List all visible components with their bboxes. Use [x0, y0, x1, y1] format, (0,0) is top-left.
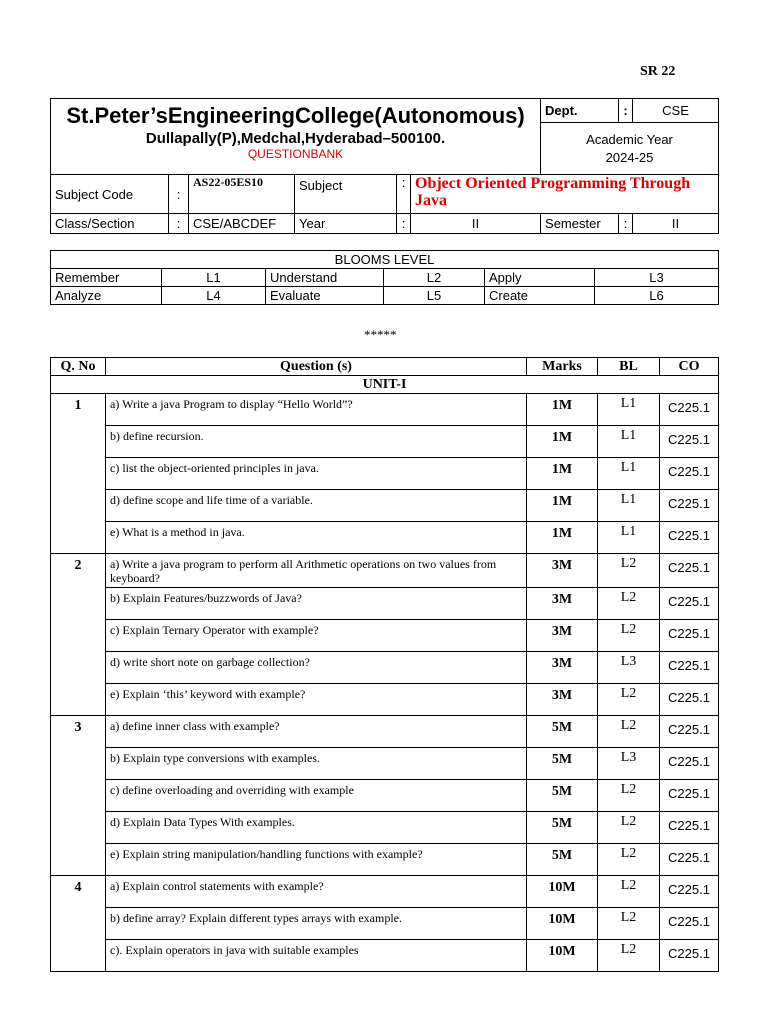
question-co: C225.1	[660, 716, 719, 748]
question-marks: 10M	[527, 940, 598, 972]
question-row	[51, 522, 719, 554]
subject-code-value: AS22-05ES10	[189, 175, 295, 214]
question-marks: 5M	[527, 748, 598, 780]
question-marks: 10M	[527, 908, 598, 940]
question-number: 2	[51, 554, 106, 716]
question-co: C225.1	[660, 940, 719, 972]
question-co: C225.1	[660, 844, 719, 876]
colon: :	[619, 214, 633, 234]
question-number: 1	[51, 394, 106, 554]
blooms-level-code: L6	[595, 287, 719, 305]
academic-year-value: 2024-25	[605, 149, 654, 165]
question-co: C225.1	[660, 394, 719, 426]
question-text: d) write short note on garbage collection?	[106, 652, 527, 684]
semester-label: Semester	[541, 214, 619, 234]
question-marks: 1M	[527, 490, 598, 522]
colon: :	[397, 175, 411, 214]
question-bl: L2	[598, 844, 660, 876]
header-table	[50, 98, 719, 234]
semester-value: II	[633, 214, 719, 234]
question-co: C225.1	[660, 490, 719, 522]
academic-year-label: Academic Year	[586, 131, 673, 147]
blooms-level-name: Understand	[266, 269, 384, 287]
question-row	[51, 716, 719, 748]
col-header-marks: Marks	[527, 358, 598, 376]
question-row	[51, 588, 719, 620]
question-co: C225.1	[660, 876, 719, 908]
question-text: a) Write a java Program to display “Hello World”?	[106, 394, 527, 426]
question-marks: 3M	[527, 554, 598, 588]
question-number: 4	[51, 876, 106, 972]
question-row	[51, 554, 719, 588]
question-row	[51, 940, 719, 972]
college-block	[51, 99, 541, 175]
subject-name: Object Oriented Programming Through Java	[411, 175, 719, 214]
colon: :	[619, 99, 633, 123]
question-marks: 10M	[527, 876, 598, 908]
question-marks: 1M	[527, 426, 598, 458]
question-bl: L1	[598, 458, 660, 490]
question-marks: 5M	[527, 780, 598, 812]
dept-label: Dept.	[541, 99, 619, 123]
separator: *****	[364, 327, 397, 342]
colon: :	[397, 214, 411, 234]
blooms-row	[51, 269, 719, 287]
question-bl: L3	[598, 652, 660, 684]
class-value: CSE/ABCDEF	[189, 214, 295, 234]
question-row	[51, 394, 719, 426]
blooms-level-name: Apply	[485, 269, 595, 287]
year-label: Year	[295, 214, 397, 234]
question-co: C225.1	[660, 908, 719, 940]
question-text: e) Explain string manipulation/handling functions with example?	[106, 844, 527, 876]
question-row	[51, 426, 719, 458]
question-co: C225.1	[660, 748, 719, 780]
question-row	[51, 908, 719, 940]
question-bl: L2	[598, 908, 660, 940]
col-header-qno: Q. No	[51, 358, 106, 376]
question-text: d) define scope and life time of a variable.	[106, 490, 527, 522]
blooms-row	[51, 287, 719, 305]
question-co: C225.1	[660, 812, 719, 844]
question-text: d) Explain Data Types With examples.	[106, 812, 527, 844]
question-marks: 1M	[527, 522, 598, 554]
question-text: b) Explain type conversions with examples.	[106, 748, 527, 780]
question-bl: L2	[598, 876, 660, 908]
question-text: a) Explain control statements with example?	[106, 876, 527, 908]
col-header-question: Question (s)	[106, 358, 527, 376]
question-bl: L2	[598, 684, 660, 716]
dept-value: CSE	[633, 99, 719, 123]
question-co: C225.1	[660, 588, 719, 620]
blooms-level-code: L4	[162, 287, 266, 305]
question-number: 3	[51, 716, 106, 876]
blooms-level-code: L2	[384, 269, 485, 287]
question-row	[51, 458, 719, 490]
question-bl: L2	[598, 554, 660, 588]
blooms-level-name: Remember	[51, 269, 162, 287]
question-row	[51, 844, 719, 876]
question-text: e) What is a method in java.	[106, 522, 527, 554]
question-marks: 1M	[527, 394, 598, 426]
question-co: C225.1	[660, 522, 719, 554]
question-co: C225.1	[660, 554, 719, 588]
question-bl: L1	[598, 426, 660, 458]
document-code: SR 22	[640, 64, 676, 79]
question-text: a) define inner class with example?	[106, 716, 527, 748]
question-row	[51, 684, 719, 716]
question-marks: 3M	[527, 588, 598, 620]
colon: :	[169, 175, 189, 214]
question-marks: 5M	[527, 844, 598, 876]
question-row	[51, 620, 719, 652]
questions-table	[50, 357, 719, 972]
question-row	[51, 812, 719, 844]
question-marks: 5M	[527, 716, 598, 748]
question-text: b) define array? Explain different types arrays with example.	[106, 908, 527, 940]
question-bl: L1	[598, 394, 660, 426]
question-text: c). Explain operators in java with suitable examples	[106, 940, 527, 972]
question-co: C225.1	[660, 426, 719, 458]
college-address: Dullapally(P),Medchal,Hyderabad–500100.	[145, 130, 446, 147]
question-row	[51, 876, 719, 908]
question-text: b) define recursion.	[106, 426, 527, 458]
subject-code-label: Subject Code	[51, 175, 169, 214]
col-header-co: CO	[660, 358, 719, 376]
question-row	[51, 780, 719, 812]
question-row	[51, 652, 719, 684]
class-label: Class/Section	[51, 214, 169, 234]
question-bl: L2	[598, 716, 660, 748]
question-text: e) Explain ‘this’ keyword with example?	[106, 684, 527, 716]
blooms-table	[50, 250, 719, 305]
question-text: b) Explain Features/buzzwords of Java?	[106, 588, 527, 620]
document-type: QUESTIONBANK	[247, 147, 344, 161]
subject-label: Subject	[295, 175, 397, 214]
question-bl: L2	[598, 940, 660, 972]
question-bl: L1	[598, 522, 660, 554]
question-bl: L2	[598, 620, 660, 652]
question-co: C225.1	[660, 780, 719, 812]
year-value: II	[411, 214, 541, 234]
col-header-bl: BL	[598, 358, 660, 376]
question-co: C225.1	[660, 458, 719, 490]
question-row	[51, 748, 719, 780]
question-marks: 5M	[527, 812, 598, 844]
question-bl: L1	[598, 490, 660, 522]
question-text: c) list the object-oriented principles in java.	[106, 458, 527, 490]
question-co: C225.1	[660, 652, 719, 684]
blooms-title: BLOOMS LEVEL	[51, 251, 719, 269]
blooms-level-name: Analyze	[51, 287, 162, 305]
academic-year	[541, 123, 719, 175]
question-marks: 1M	[527, 458, 598, 490]
blooms-level-code: L5	[384, 287, 485, 305]
question-bl: L2	[598, 780, 660, 812]
question-co: C225.1	[660, 684, 719, 716]
unit-heading: UNIT-I	[51, 376, 719, 394]
question-row	[51, 490, 719, 522]
question-text: c) Explain Ternary Operator with example?	[106, 620, 527, 652]
question-text: c) define overloading and overriding with example	[106, 780, 527, 812]
question-marks: 3M	[527, 652, 598, 684]
question-bl: L2	[598, 812, 660, 844]
question-marks: 3M	[527, 684, 598, 716]
blooms-level-code: L3	[595, 269, 719, 287]
blooms-level-code: L1	[162, 269, 266, 287]
question-bl: L3	[598, 748, 660, 780]
colon: :	[169, 214, 189, 234]
question-bl: L2	[598, 588, 660, 620]
blooms-level-name: Create	[485, 287, 595, 305]
question-marks: 3M	[527, 620, 598, 652]
college-name: St.Peter’sEngineeringCollege(Autonomous)	[66, 103, 525, 128]
blooms-level-name: Evaluate	[266, 287, 384, 305]
question-text: a) Write a java program to perform all Arithmetic operations on two values from keyboard?	[106, 554, 527, 588]
question-co: C225.1	[660, 620, 719, 652]
